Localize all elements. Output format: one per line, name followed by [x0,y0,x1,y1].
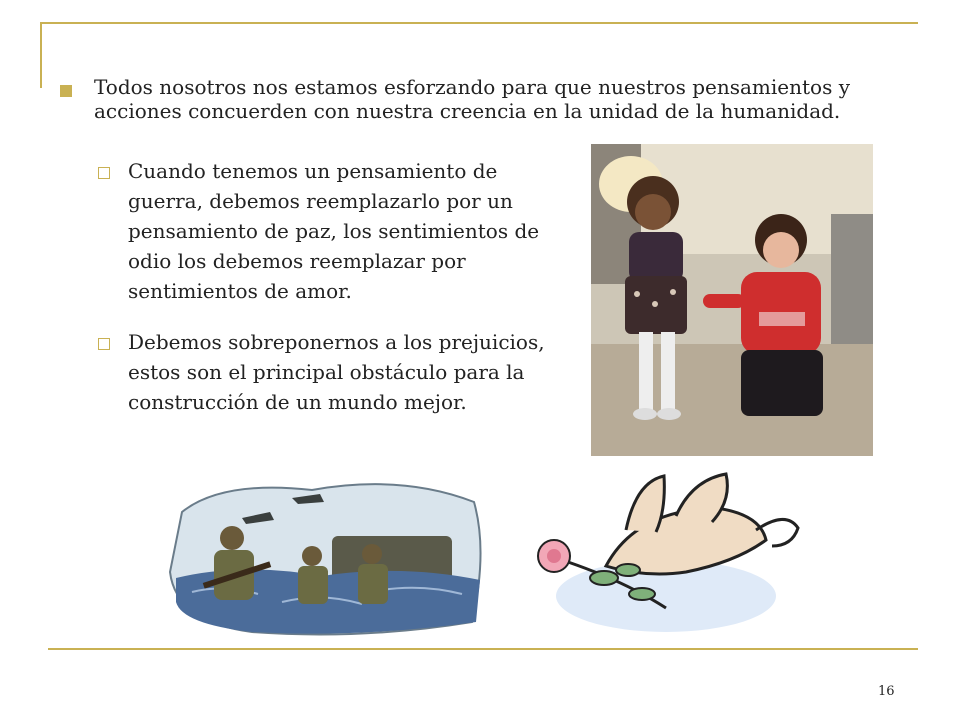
left-border-line [40,22,42,88]
sub-point-2-text: Debemos sobreponernos a los prejuicios, estos son el principal obstáculo para la construcción de un mundo mejor. [128,330,545,414]
children-photo [591,144,873,456]
bottom-border-line [48,648,918,650]
sub-bullet-icon [98,167,110,179]
dove-rose-clipart [516,470,812,638]
page-number: 16 [878,684,895,699]
main-point-text: Todos nosotros nos estamos esforzando para que nuestros pensamientos y acciones concuerden con nuestra creencia en la unidad de la humanidad. [94,75,851,123]
sub-bullet-icon [98,338,110,350]
sub-point-1-text: Cuando tenemos un pensamiento de guerra, debemos reemplazarlo por un pensamiento de paz, los sentimientos de odio los debemos reemplazar por sentimientos de amor. [128,159,540,303]
top-border-line [40,22,918,24]
main-bullet-icon [60,85,72,97]
soldiers-clipart [162,472,492,640]
